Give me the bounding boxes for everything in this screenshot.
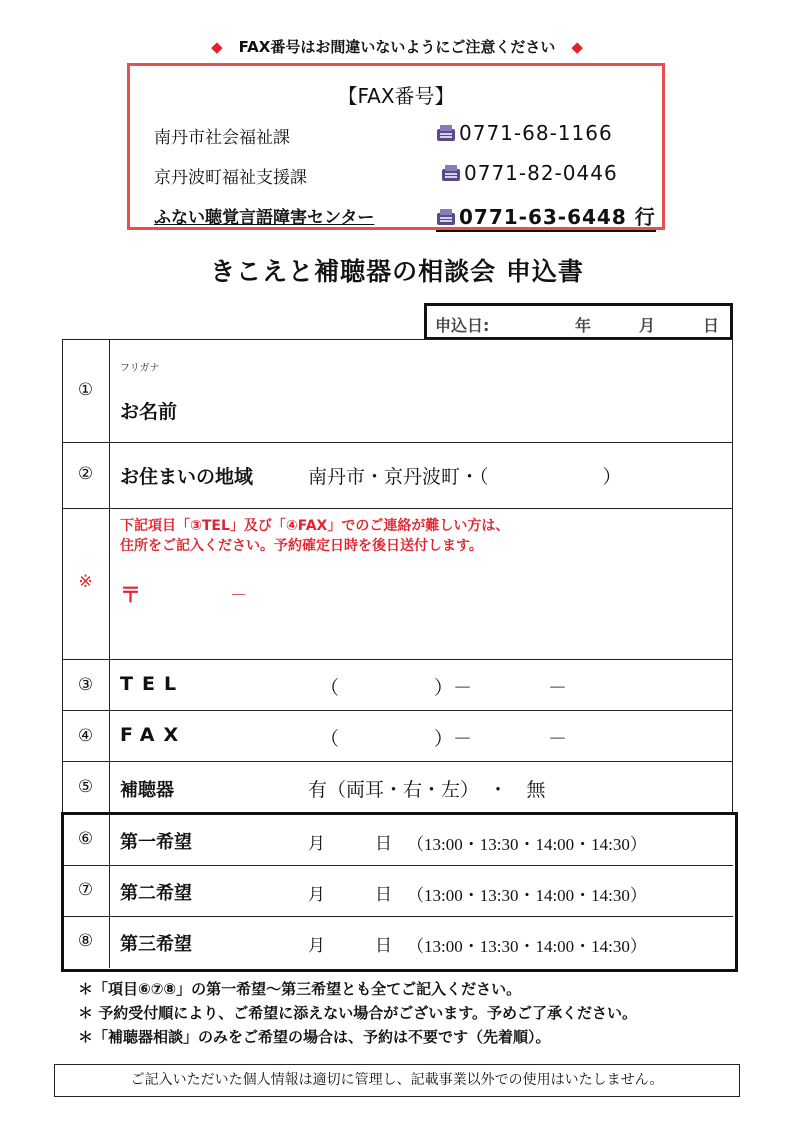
diamond-left-icon: ◆ xyxy=(211,38,223,56)
choice-day[interactable]: 日 xyxy=(375,834,392,854)
furigana-label: フリガナ xyxy=(120,363,160,374)
fax-number: 0771-63-6448 行 xyxy=(436,201,656,232)
fax-machine-icon xyxy=(436,124,456,142)
choice-label: 第一希望 xyxy=(120,832,192,853)
postal-mark-icon: 〒 xyxy=(120,583,141,607)
row-number: ⑥ xyxy=(77,829,94,849)
choice-label: 第三希望 xyxy=(120,934,192,955)
hearing-aid-label: 補聴器 xyxy=(120,780,174,801)
choice-day[interactable]: 日 xyxy=(375,885,392,905)
choice-month[interactable]: 月 xyxy=(308,936,325,956)
hearing-aid-options[interactable]: 有（両耳・右・左） ・ 無 xyxy=(308,779,546,801)
fax-org: 南丹市社会福祉課 xyxy=(154,128,290,148)
date-month: 月 xyxy=(639,316,656,335)
row-number: ⑤ xyxy=(77,777,94,797)
address-note-line2: 住所をご記入ください。予約確定日時を後日送付します。 xyxy=(120,538,483,554)
row-number: ⑧ xyxy=(77,931,94,951)
fax-box-title: 【FAX番号】 xyxy=(337,84,455,108)
choice-times[interactable]: （13:00・13:30・14:00・14:30） xyxy=(407,835,647,854)
form-title: きこえと補聴器の相談会 申込書 xyxy=(210,257,584,286)
postal-dash: － xyxy=(230,586,247,606)
area-label: お住まいの地域 xyxy=(120,466,254,488)
fax-org: ふない聴覚言語障害センター xyxy=(154,208,375,228)
area-options[interactable]: 南丹市・京丹波町・（ ） xyxy=(308,466,622,488)
note-line: ＊「補聴器相談」のみをご希望の場合は、予約は不要です（先着順）。 xyxy=(78,1028,551,1046)
fax-machine-icon xyxy=(436,208,456,226)
fax-label: FAX xyxy=(120,724,188,746)
fax-machine-icon xyxy=(441,164,461,182)
fax-number: 0771-82-0446 xyxy=(441,161,618,185)
application-date-box[interactable] xyxy=(424,303,733,340)
header-notice xyxy=(0,36,794,57)
name-label: お名前 xyxy=(120,401,178,423)
tel-input[interactable]: （ ）－ － xyxy=(320,677,568,699)
row-number: ① xyxy=(77,380,94,400)
row-number: ③ xyxy=(77,675,94,695)
choice-label: 第二希望 xyxy=(120,883,192,904)
date-year: 年 xyxy=(575,316,592,335)
address-note-line1: 下記項目「③TEL」及び「④FAX」でのご連絡が難しい方は、 xyxy=(120,518,510,534)
row-number: ② xyxy=(77,464,94,484)
row-number: ⑦ xyxy=(77,880,94,900)
application-form-table xyxy=(62,339,733,968)
choice-times[interactable]: （13:00・13:30・14:00・14:30） xyxy=(407,937,647,956)
address-input-area[interactable] xyxy=(110,569,731,658)
diamond-right-icon: ◆ xyxy=(571,38,583,56)
notice-text: FAX番号はお間違いないようにご注意ください xyxy=(238,38,556,56)
fax-number-box xyxy=(127,63,665,230)
privacy-statement: ご記入いただいた個人情報は適切に管理し、記載事業以外での使用はいたしません。 xyxy=(54,1064,740,1097)
note-line: ＊「項目⑥⑦⑧」の第一希望～第三希望とも全てご記入ください。 xyxy=(78,980,522,998)
date-day: 日 xyxy=(703,316,720,335)
choice-month[interactable]: 月 xyxy=(308,834,325,854)
note-line: ＊ 予約受付順により、ご希望に添えない場合がございます。予めご了承ください。 xyxy=(78,1004,638,1022)
date-label: 申込日: xyxy=(435,316,490,335)
row-number: ④ xyxy=(77,726,94,746)
fax-input[interactable]: （ ）－ － xyxy=(320,728,568,750)
choice-times[interactable]: （13:00・13:30・14:00・14:30） xyxy=(407,886,647,905)
name-input-area[interactable] xyxy=(110,340,731,441)
fax-org: 京丹波町福祉支援課 xyxy=(154,168,307,188)
fax-number: 0771-68-1166 xyxy=(436,121,613,145)
choice-day[interactable]: 日 xyxy=(375,936,392,956)
tel-label: TEL xyxy=(120,673,186,695)
choice-month[interactable]: 月 xyxy=(308,885,325,905)
row-number: ※ xyxy=(78,572,93,592)
